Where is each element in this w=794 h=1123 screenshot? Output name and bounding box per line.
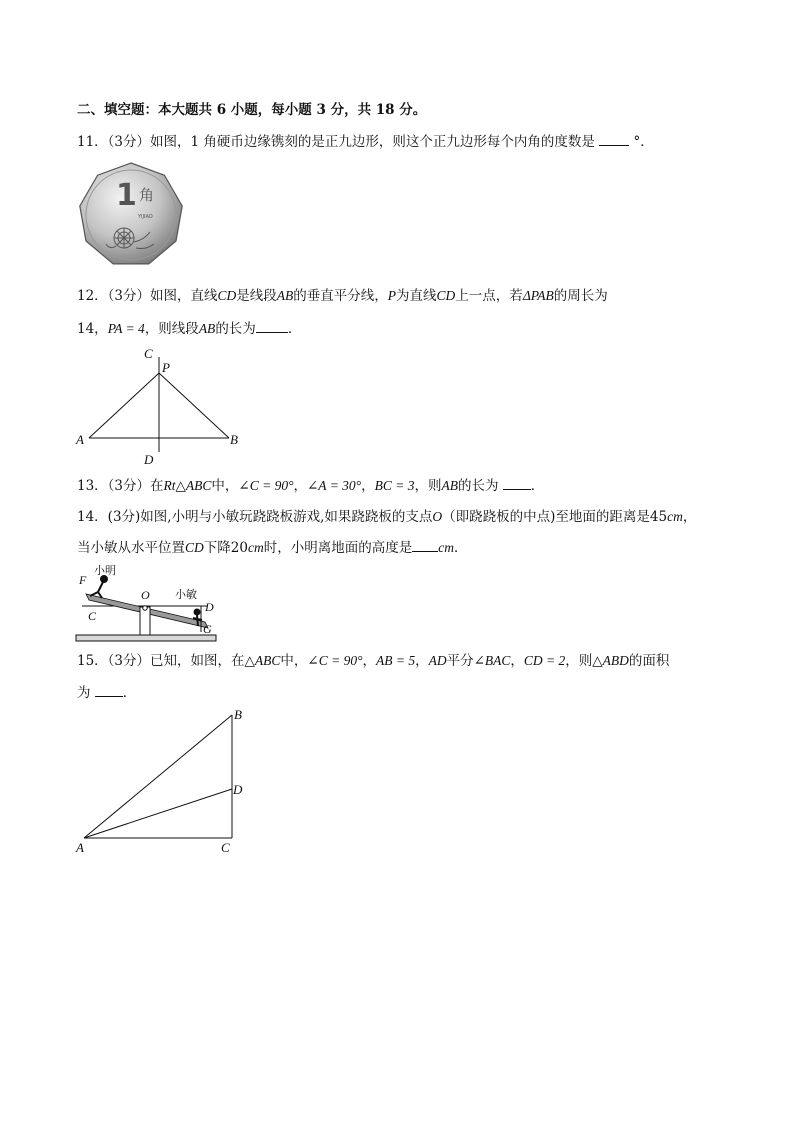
q13-text: 中， (211, 478, 239, 494)
q15-abd: ABD (602, 653, 629, 668)
question-14-line2 (77, 539, 467, 557)
q15-text: ， (362, 653, 376, 669)
coin-figure (76, 160, 186, 270)
segment-pa (89, 373, 159, 438)
q14-drop: 20 (230, 540, 248, 556)
q15-text: 15．（3分）已知，如图，在△ (77, 653, 255, 669)
q13-bc: BC = 3 (374, 478, 415, 493)
q13-text: ． (530, 478, 545, 494)
q15-text: 的面积 (628, 653, 670, 669)
q12-text: ，则线段 (144, 321, 199, 337)
q12-text: 上一点，若 (455, 288, 523, 304)
q11-answer-blank[interactable] (599, 133, 629, 146)
label-xiaoming: 小明 (94, 564, 116, 577)
q13-text: ，则 (414, 478, 442, 494)
question-14-line1 (77, 508, 696, 526)
q12-text: 是线段 (236, 288, 277, 304)
q13-triangle-symbol: △ (175, 478, 186, 494)
q13-angle-c: ∠C = 90° (238, 478, 294, 493)
coin-numeral: 1 (116, 178, 137, 213)
q15-text: 中， (280, 653, 308, 669)
q15-text: ， (510, 653, 524, 669)
label-c: C (221, 840, 230, 855)
q13-rt: Rt (163, 478, 176, 493)
label-g: G (203, 622, 212, 636)
segment-ab (84, 715, 232, 838)
label-p: P (162, 360, 170, 375)
section-title: 二、填空题：本大题共 6 小题，每小题 3 分，共 18 分。 (77, 102, 427, 118)
q14-text: ， (682, 509, 697, 525)
q15-figure (76, 705, 266, 855)
label-c: C (88, 609, 97, 623)
question-12-line2 (77, 320, 301, 338)
q15-text: 平分 (446, 653, 474, 669)
coin-pinyin: YIJIAO (138, 214, 153, 220)
q14-text: ． (453, 540, 468, 556)
coin-unit: 角 (139, 186, 155, 204)
q14-text: （即跷跷板的中点)至地面的距离是 (442, 509, 650, 525)
question-11-text (77, 133, 654, 151)
q13-answer-blank[interactable] (503, 477, 531, 490)
q12-answer-blank[interactable] (256, 320, 288, 333)
fulcrum-post (140, 607, 150, 635)
label-c: C (144, 346, 153, 361)
q12-triangle: ΔPAB (522, 288, 554, 303)
q15-abc: ABC (254, 653, 281, 668)
q15-answer-blank[interactable] (95, 684, 123, 697)
question-15-line2 (77, 684, 136, 702)
q12-text: 的长为 (215, 321, 256, 337)
q14-distance: 45 (649, 509, 668, 525)
q12-text: 12．（3分）如图，直线 (77, 288, 218, 304)
q13-angle-a: ∠A = 30° (307, 478, 362, 493)
label-f: F (79, 573, 87, 587)
q15-cd: CD = 2 (523, 653, 566, 668)
q13-abc: ABC (185, 478, 212, 493)
q13-text: ， (361, 478, 375, 494)
q11-suffix: °． (633, 134, 654, 150)
q12-ab: AB (276, 288, 294, 303)
question-15-line1 (77, 652, 669, 670)
q13-ab: AB (441, 478, 458, 493)
fulcrum-o (143, 606, 147, 610)
q12-ab: AB (198, 321, 216, 336)
q15-text: ． (122, 685, 137, 701)
label-b: B (230, 432, 238, 447)
q14-text: 14．(3分)如图,小明与小敏玩跷跷板游戏,如果跷跷板的支点 (77, 509, 433, 525)
q12-figure (76, 345, 256, 470)
q13-text: ， (293, 478, 307, 494)
q12-text: 的周长为 (553, 288, 608, 304)
q12-text: 14， (77, 321, 108, 337)
label-xiaomin: 小敏 (175, 588, 197, 601)
q14-o: O (432, 509, 443, 524)
question-13-text (77, 477, 544, 495)
label-d: D (205, 600, 214, 614)
ground (76, 635, 216, 641)
q14-text: 当小敏从水平位置 (77, 540, 185, 556)
q14-text: 时，小明离地面的高度是 (263, 540, 413, 556)
q12-cd: CD (436, 288, 456, 303)
question-12-line1 (77, 287, 608, 305)
q13-text: 13．（3分）在 (77, 478, 164, 494)
q12-text: 的垂直平分线， (293, 288, 388, 304)
segment-pb (159, 373, 229, 438)
q14-answer-blank[interactable] (412, 539, 438, 552)
label-o: O (141, 588, 150, 602)
q15-text: 为 (77, 685, 91, 701)
segment-ad (84, 789, 232, 838)
q14-text: 下降 (203, 540, 231, 556)
label-d: D (233, 782, 243, 797)
q15-angle-c: ∠C = 90° (307, 653, 363, 668)
q15-ad: AD (428, 653, 447, 668)
q12-pa: PA = 4 (107, 321, 145, 336)
q15-text: ，则△ (565, 653, 603, 669)
q12-text: 为直线 (396, 288, 437, 304)
q12-cd: CD (217, 288, 237, 303)
label-a: A (76, 840, 84, 855)
q15-angle-bac: ∠BAC (473, 653, 511, 668)
q15-ab: AB = 5 (375, 653, 416, 668)
seesaw-figure (76, 562, 226, 644)
label-a: A (76, 432, 84, 447)
label-b: B (234, 707, 242, 722)
q14-cd: CD (185, 540, 204, 555)
q14-unit: cm (667, 509, 683, 524)
q14-unit: cm (438, 540, 454, 555)
q11-prefix: 11．（3分）如图，1 角硬币边缘镌刻的是正九边形，则这个正九边形每个内角的度数是 (77, 134, 595, 150)
q15-text: ， (415, 653, 429, 669)
q13-text: 的长为 (457, 478, 499, 494)
q12-p: P (387, 288, 397, 303)
q12-text: ． (287, 321, 302, 337)
xiaoming-person-icon (90, 576, 107, 598)
q14-unit: cm (247, 540, 264, 555)
label-d: D (144, 452, 154, 467)
